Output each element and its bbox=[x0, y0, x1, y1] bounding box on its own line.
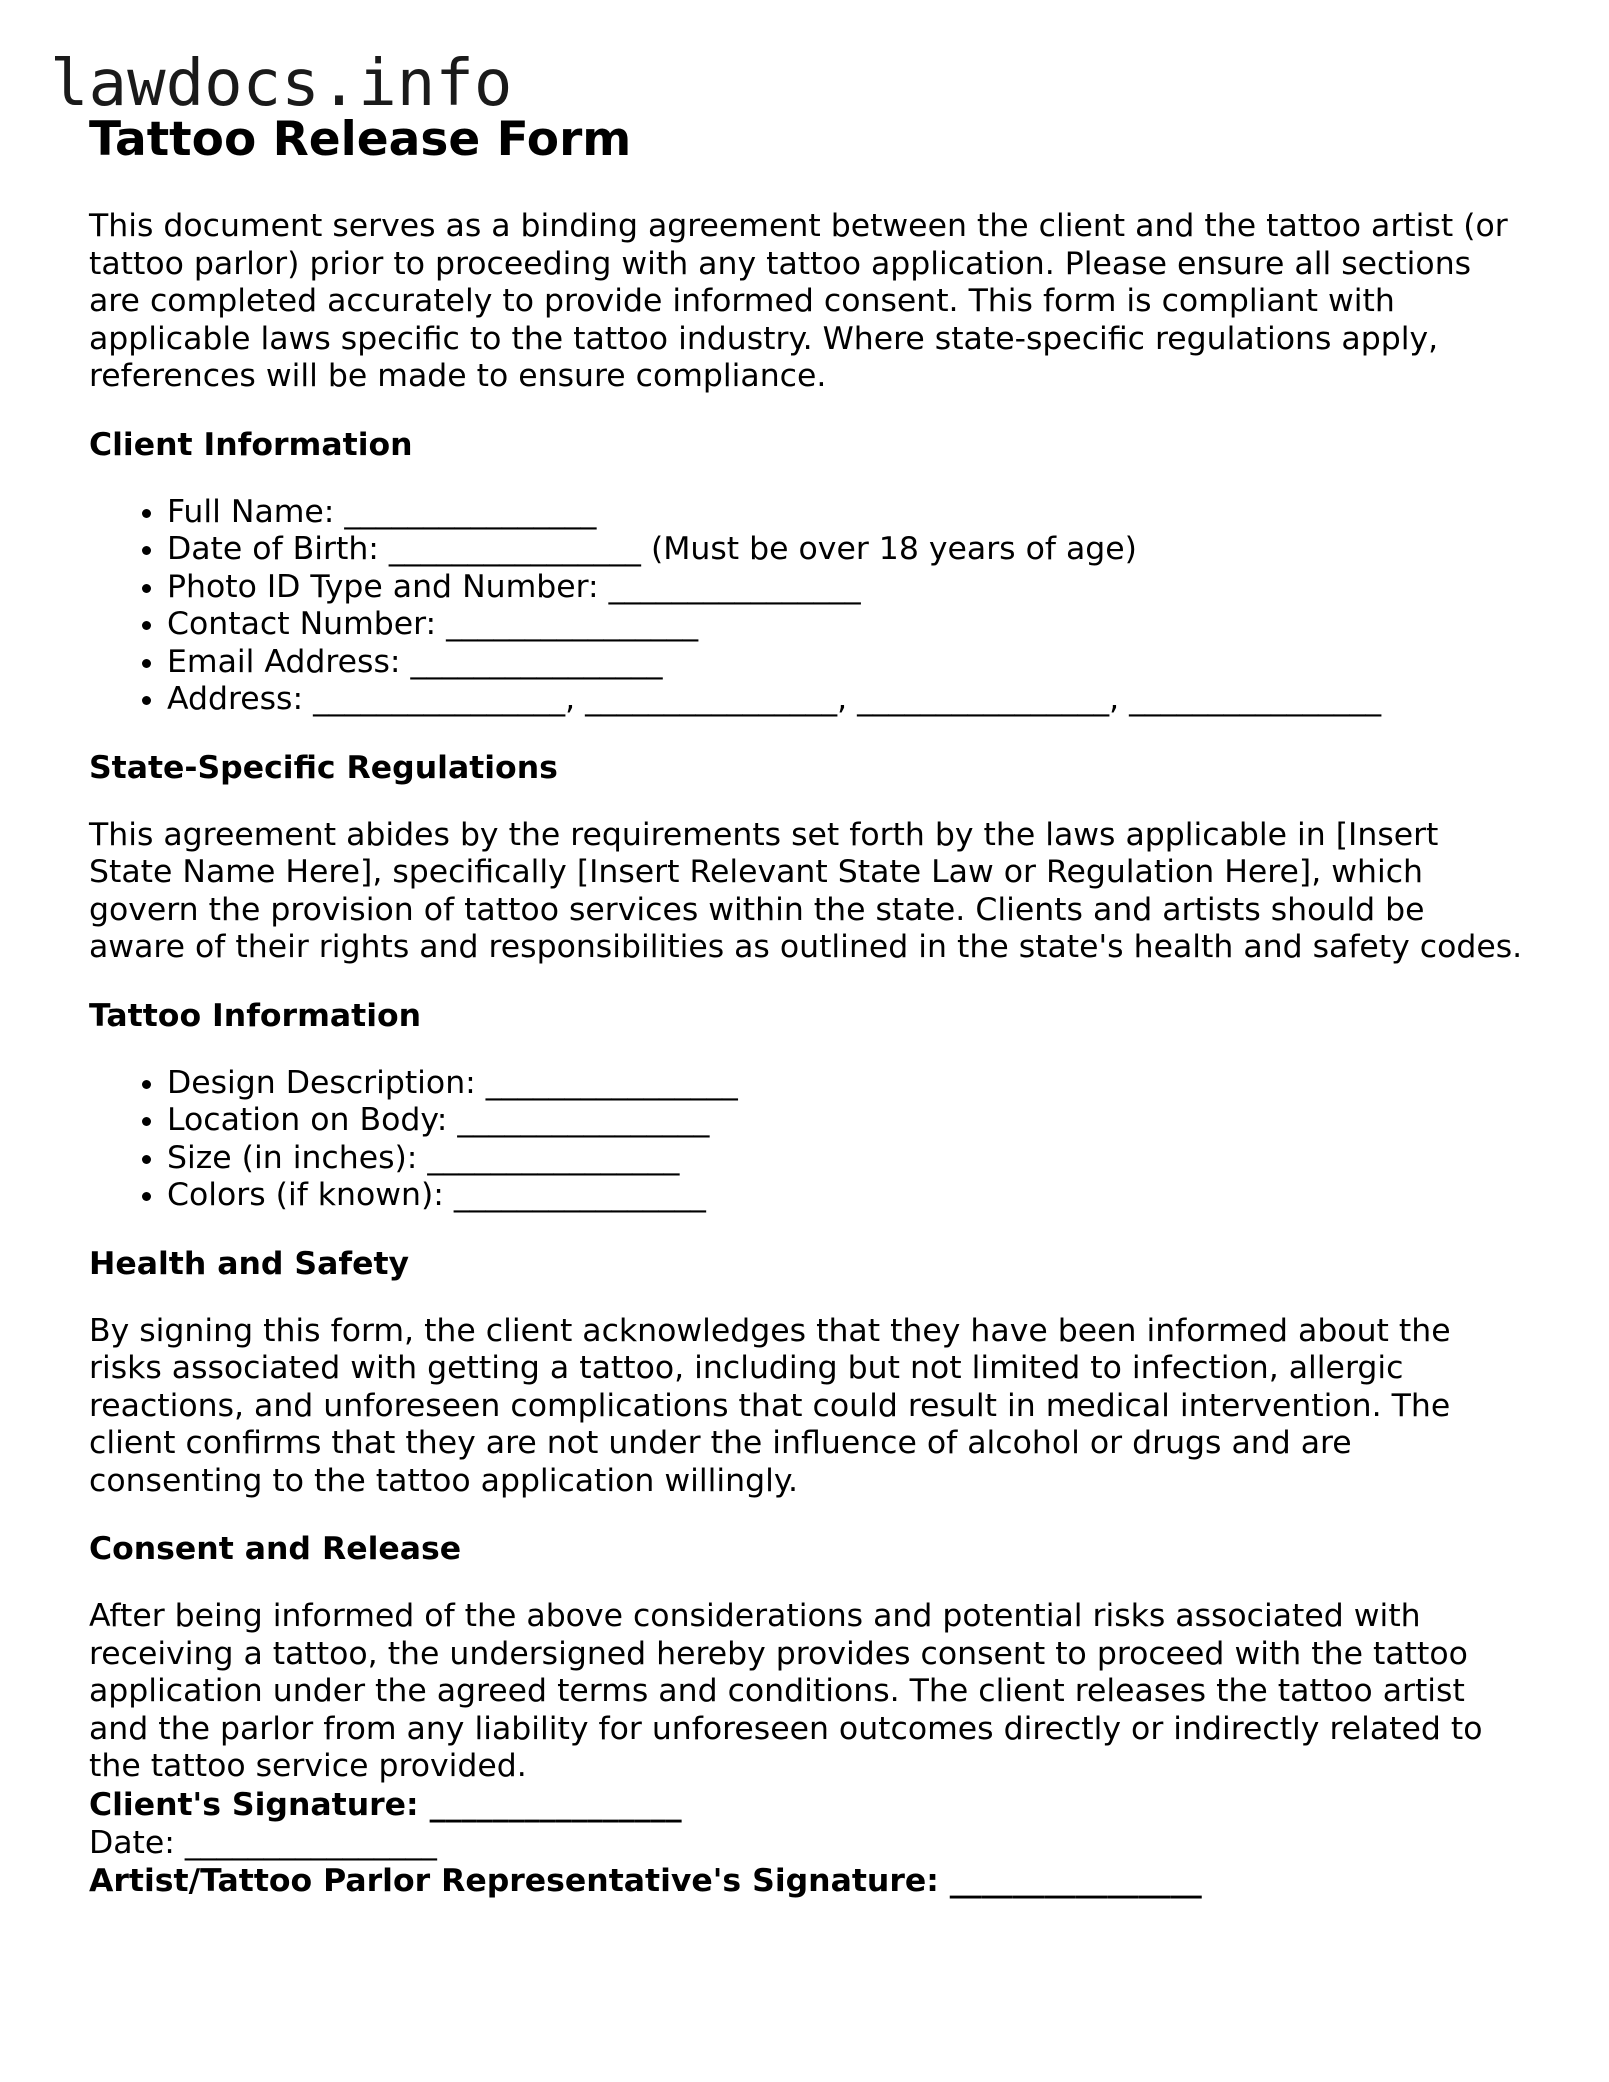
consent-release-heading: Consent and Release bbox=[89, 1531, 462, 1567]
tattoo-location-field: • Location on Body: ________________ bbox=[167, 1102, 1529, 1140]
health-safety-heading: Health and Safety bbox=[89, 1245, 410, 1282]
client-info-list bbox=[89, 494, 1529, 719]
client-signature-line: Client's Signature: ________________ bbox=[89, 1786, 682, 1823]
tattoo-colors-field: • Colors (if known): ________________ bbox=[167, 1177, 1529, 1215]
tattoo-design-field: • Design Description: ________________ bbox=[167, 1065, 1529, 1103]
site-watermark: lawdocs.info bbox=[50, 47, 513, 121]
client-address-field: • Address: ________________, ________________, ________________, ________________ bbox=[167, 681, 1529, 719]
client-info-heading: Client Information bbox=[89, 426, 413, 463]
intro-paragraph: This document serves as a binding agreement between the client and the tattoo artist (or tattoo parlor) prior to proceeding with any tattoo application. Please ensure all sections are completed accurately to provide informed consent. This form is compliant with applicable laws specific to the tattoo industry. Where state-specific regulations apply, references will be made to ensure compliance. bbox=[89, 208, 1508, 394]
client-contact-field: • Contact Number: ________________ bbox=[167, 606, 1529, 644]
tattoo-info-heading: Tattoo Information bbox=[89, 997, 422, 1034]
page-title: Tattoo Release Form bbox=[89, 112, 632, 167]
state-regs-paragraph: This agreement abides by the requirements set forth by the laws applicable in [Insert State Name Here], specifically [Insert Relevant State Law or Regulation Here], which govern the provision of tattoo services within the state. Clients and artists should be aware of their rights and responsibilities as outlined in the state's health and safety codes. bbox=[89, 816, 1523, 965]
tattoo-info-list bbox=[89, 1065, 1529, 1215]
client-photo-id-field: • Photo ID Type and Number: ________________ bbox=[167, 569, 1529, 607]
signature-date-line: Date: ________________ bbox=[89, 1824, 437, 1861]
artist-signature-line: Artist/Tattoo Parlor Representative's Signature: ________________ bbox=[89, 1862, 1202, 1899]
client-email-field: • Email Address: ________________ bbox=[167, 644, 1529, 682]
client-dob-field: • Date of Birth: ________________ (Must be over 18 years of age) bbox=[167, 531, 1529, 569]
tattoo-size-field: • Size (in inches): ________________ bbox=[167, 1140, 1529, 1178]
state-regs-heading: State-Specific Regulations bbox=[89, 749, 558, 786]
health-safety-paragraph: By signing this form, the client acknowledges that they have been informed about the risks associated with getting a tattoo, including but not limited to infection, allergic reactions, and unforeseen complications that could result in medical intervention. The client confirms that they are not under the influence of alcohol or drugs and are consenting to the tattoo application willingly. bbox=[89, 1312, 1451, 1499]
consent-release-paragraph: After being informed of the above considerations and potential risks associated with receiving a tattoo, the undersigned hereby provides consent to proceed with the tattoo application under the agreed terms and conditions. The client releases the tattoo artist and the parlor from any liability for unforeseen outcomes directly or indirectly related to the tattoo service provided. bbox=[89, 1598, 1483, 1784]
client-full-name-field: • Full Name: ________________ bbox=[167, 494, 1529, 532]
document-body bbox=[89, 108, 1529, 1900]
